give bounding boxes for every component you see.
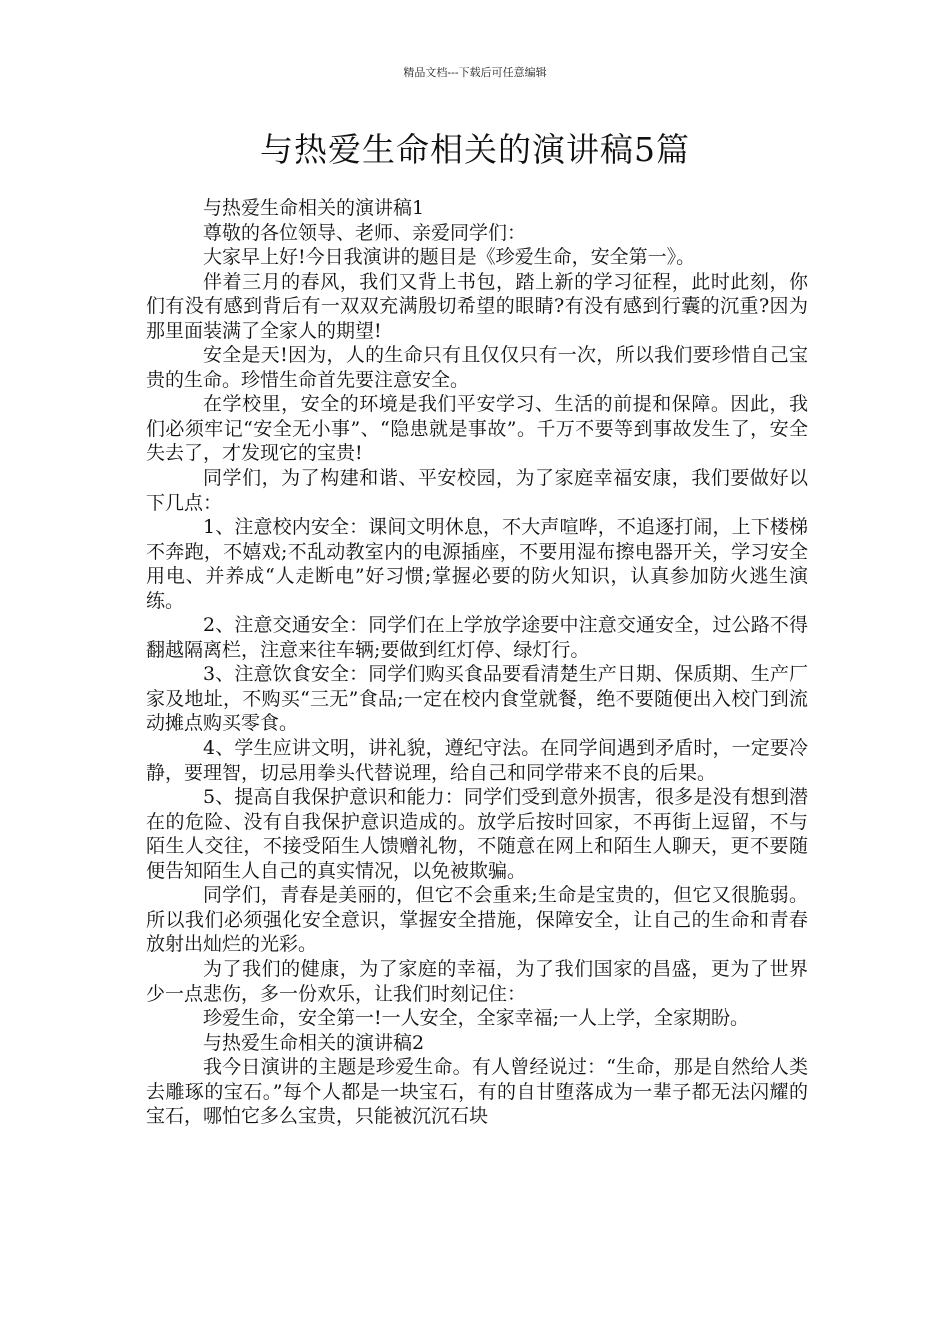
paragraph-speech-1-heading: 与热爱生命相关的演讲稿1	[203, 197, 425, 219]
paragraph: 珍爱生命，安全第一!一人安全，全家幸福;一人上学，全家期盼。	[203, 1007, 750, 1030]
document-title: 与热爱生命相关的演讲稿5篇	[260, 130, 690, 169]
paragraph: 同学们，青春是美丽的，但它不会重来;生命是宝贵的，但它又很脆弱。所以我们必须强化安全意识，掌握安全措施，保障安全，让自己的生命和青春放射出灿烂的光彩。	[146, 884, 808, 956]
list-item-point-3: 3、注意饮食安全：同学们购买食品要看清楚生产日期、保质期、生产厂家及地址，不购买“三无”食品;一定在校内食堂就餐，绝不要随便出入校门到流动摊点购买零食。	[146, 663, 808, 735]
paragraph: 大家早上好!今日我演讲的题目是《珍爱生命，安全第一》。	[203, 246, 696, 269]
list-item-point-4: 4、学生应讲文明，讲礼貌，遵纪守法。在同学间遇到矛盾时，一定要冷静，要理智，切忌用拳头代替说理，给自己和同学带来不良的后果。	[146, 737, 808, 784]
header-note: 精品文档---下载后可任意编辑	[403, 66, 547, 79]
list-item-point-5: 5、提高自我保护意识和能力：同学们受到意外损害，很多是没有想到潜在的危险、没有自我保护意识造成的。放学后按时回家，不再街上逗留，不与陌生人交往，不接受陌生人馈赠礼物，不随意在网上和陌生人聊天，更不要随便告知陌生人自己的真实情况，以免被欺骗。	[146, 786, 808, 882]
paragraph: 我今日演讲的主题是珍爱生命。有人曾经说过：“生命，那是自然给人类去雕琢的宝石。”每个人都是一块宝石，有的自甘堕落成为一辈子都无法闪耀的宝石，哪怕它多么宝贵，只能被沉沉石块	[146, 1056, 808, 1128]
paragraph: 同学们，为了构建和谐、平安校园，为了家庭幸福安康，我们要做好以下几点：	[146, 467, 808, 514]
document-body	[146, 196, 808, 1129]
paragraph: 伴着三月的春风，我们又背上书包，踏上新的学习征程，此时此刻，你们有没有感到背后有一双双充满殷切希望的眼睛?有没有感到行囊的沉重?因为那里面装满了全家人的期望!	[146, 270, 808, 342]
paragraph-salutation: 尊敬的各位领导、老师、亲爱同学们：	[203, 221, 527, 244]
paragraph: 为了我们的健康，为了家庭的幸福，为了我们国家的昌盛，更为了世界少一点悲伤，多一份欢乐，让我们时刻记住：	[146, 957, 808, 1005]
paragraph-speech-2-heading: 与热爱生命相关的演讲稿2	[203, 1031, 425, 1054]
list-item-point-1: 1、注意校内安全：课间文明休息，不大声喧哗，不追逐打闹，上下楼梯不奔跑，不嬉戏;不乱动教室内的电源插座，不要用湿布擦电器开关，学习安全用电、并养成“人走断电”好习惯;掌握必要的防火知识，认真参加防火逃生演练。	[146, 516, 808, 612]
list-item-point-2: 2、注意交通安全：同学们在上学放学途要中注意交通安全，过公路不得翻越隔离栏，注意来往车辆;要做到红灯停、绿灯行。	[146, 614, 808, 661]
paragraph: 安全是天!因为，人的生命只有且仅仅只有一次，所以我们要珍惜自己宝贵的生命。珍惜生命首先要注意安全。	[146, 344, 808, 391]
paragraph: 在学校里，安全的环境是我们平安学习、生活的前提和保障。因此，我们必须牢记“安全无小事”、“隐患就是事故”。千万不要等到事故发生了，安全失去了，才发现它的宝贵!	[146, 393, 808, 465]
